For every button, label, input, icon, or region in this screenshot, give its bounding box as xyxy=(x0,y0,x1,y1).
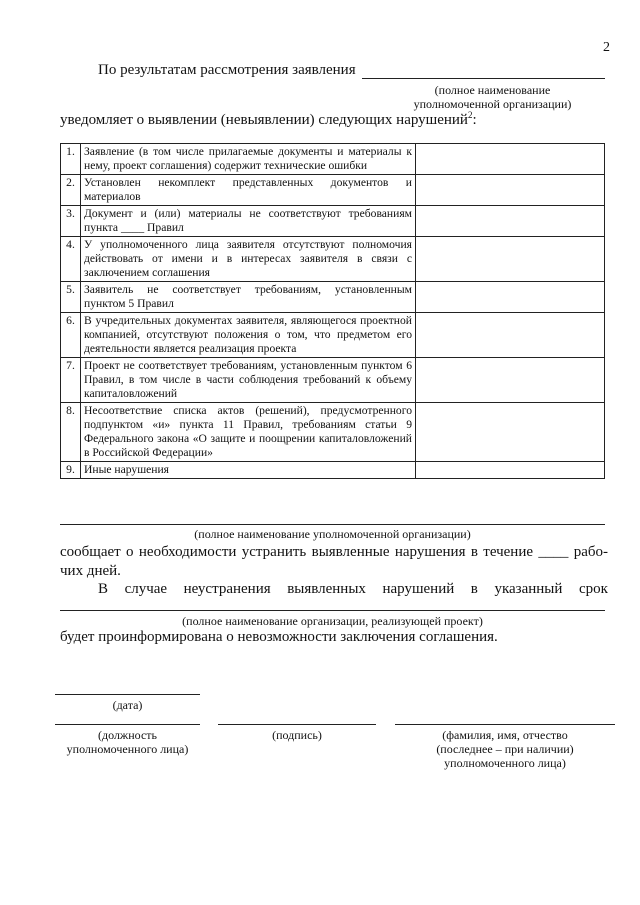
violation-number: 8. xyxy=(61,403,81,462)
violation-row xyxy=(61,403,605,462)
intro-lead: По результатам рассмотрения заявления xyxy=(98,62,356,78)
failure-word: неустранения xyxy=(183,581,271,597)
intro-caption-2: уполномоченной организации) xyxy=(413,97,572,111)
violation-number: 7. xyxy=(61,358,81,403)
violation-text: Несоответствие списка актов (решений), предусмотренного подпунктом «и» пункта 11 Правил, требованиям статьи 9 Федерального закона «О защите и поощрении капиталовложений в Российской Федерации» xyxy=(81,403,416,462)
violation-row xyxy=(61,313,605,358)
page-number: 2 xyxy=(603,40,610,55)
failure-line xyxy=(98,580,608,599)
violation-row xyxy=(61,358,605,403)
fio-caption-1: (фамилия, имя, отчество xyxy=(442,728,568,742)
failure-word: в xyxy=(470,581,478,597)
violation-row xyxy=(61,144,605,175)
project-org-line xyxy=(60,610,605,611)
position-line xyxy=(55,724,200,725)
violation-row xyxy=(61,206,605,237)
violation-row xyxy=(61,237,605,282)
failure-word: В xyxy=(98,581,109,597)
violation-number: 1. xyxy=(61,144,81,175)
intro-notifies: уведомляет о выявлении (невыявлении) следующих нарушений$^2$: xyxy=(60,110,477,128)
violation-text: Иные нарушения xyxy=(81,462,416,479)
position-caption-2: уполномоченного лица) xyxy=(66,742,189,756)
after-caption-2: (полное наименование организации, реализующей проект) xyxy=(182,614,483,628)
intro-caption-1: (полное наименование xyxy=(434,83,551,97)
violation-number: 4. xyxy=(61,237,81,282)
failure-word: выявленных xyxy=(287,581,366,597)
violation-mark-cell[interactable] xyxy=(416,403,605,462)
fio-caption-2: (последнее – при наличии) xyxy=(436,742,574,756)
violations-table xyxy=(60,143,605,479)
violation-text: Проект не соответствует требованиям, установленным пунктом 6 Правил, в том числе в части соблюдения требований к объему капиталовложений xyxy=(81,358,416,403)
footnote-mark: 2 xyxy=(467,110,473,120)
position-caption-1: (должность xyxy=(98,728,157,742)
failure-word: указанный xyxy=(494,581,563,597)
will-be-informed: будет проинформирована о невозможности заключения соглашения. xyxy=(60,629,498,645)
after-caption: (полное наименование уполномоченной организации) xyxy=(194,527,471,541)
org-name-line-2 xyxy=(60,524,605,525)
failure-word: срок xyxy=(578,581,608,597)
violation-text: Заявление (в том числе прилагаемые документы и материалы к нему, проект соглашения) содержит технические ошибки xyxy=(81,144,416,175)
violation-mark-cell[interactable] xyxy=(416,175,605,206)
fio-caption-3: уполномоченного лица) xyxy=(444,756,566,770)
violation-text: Документ и (или) материалы не соответствуют требованиям пункта ____ Правил xyxy=(81,206,416,237)
failure-word: случае xyxy=(124,581,168,597)
deadline-line-1: сообщает о необходимости устранить выявленные нарушения в течение ____ рабо- xyxy=(60,544,608,560)
date-caption: (дата) xyxy=(112,698,143,712)
violation-row xyxy=(61,175,605,206)
violation-mark-cell[interactable] xyxy=(416,313,605,358)
date-line xyxy=(55,694,200,695)
failure-word: нарушений xyxy=(382,581,455,597)
violation-mark-cell[interactable] xyxy=(416,237,605,282)
violation-number: 3. xyxy=(61,206,81,237)
violation-mark-cell[interactable] xyxy=(416,206,605,237)
violation-number: 6. xyxy=(61,313,81,358)
violation-mark-cell[interactable] xyxy=(416,144,605,175)
signature-caption: (подпись) xyxy=(272,728,322,742)
fio-line xyxy=(395,724,615,725)
violation-mark-cell[interactable] xyxy=(416,282,605,313)
signature-line xyxy=(218,724,376,725)
violation-text: Установлен некомплект представленных документов и материалов xyxy=(81,175,416,206)
violation-mark-cell[interactable] xyxy=(416,358,605,403)
deadline-line-2: чих дней. xyxy=(60,563,121,579)
violation-text: У уполномоченного лица заявителя отсутствуют полномочия действовать от имени и в интересах заявителя в связи с заключением соглашения xyxy=(81,237,416,282)
violation-number: 2. xyxy=(61,175,81,206)
violation-number: 9. xyxy=(61,462,81,479)
violation-text: Заявитель не соответствует требованиям, установленным пунктом 5 Правил xyxy=(81,282,416,313)
violation-number: 5. xyxy=(61,282,81,313)
violation-row xyxy=(61,282,605,313)
violation-row xyxy=(61,462,605,479)
violation-text: В учредительных документах заявителя, являющегося проектной компанией, отсутствуют положения о том, что предметом его деятельности является реализация проекта xyxy=(81,313,416,358)
org-name-line xyxy=(362,78,605,79)
violation-mark-cell[interactable] xyxy=(416,462,605,479)
